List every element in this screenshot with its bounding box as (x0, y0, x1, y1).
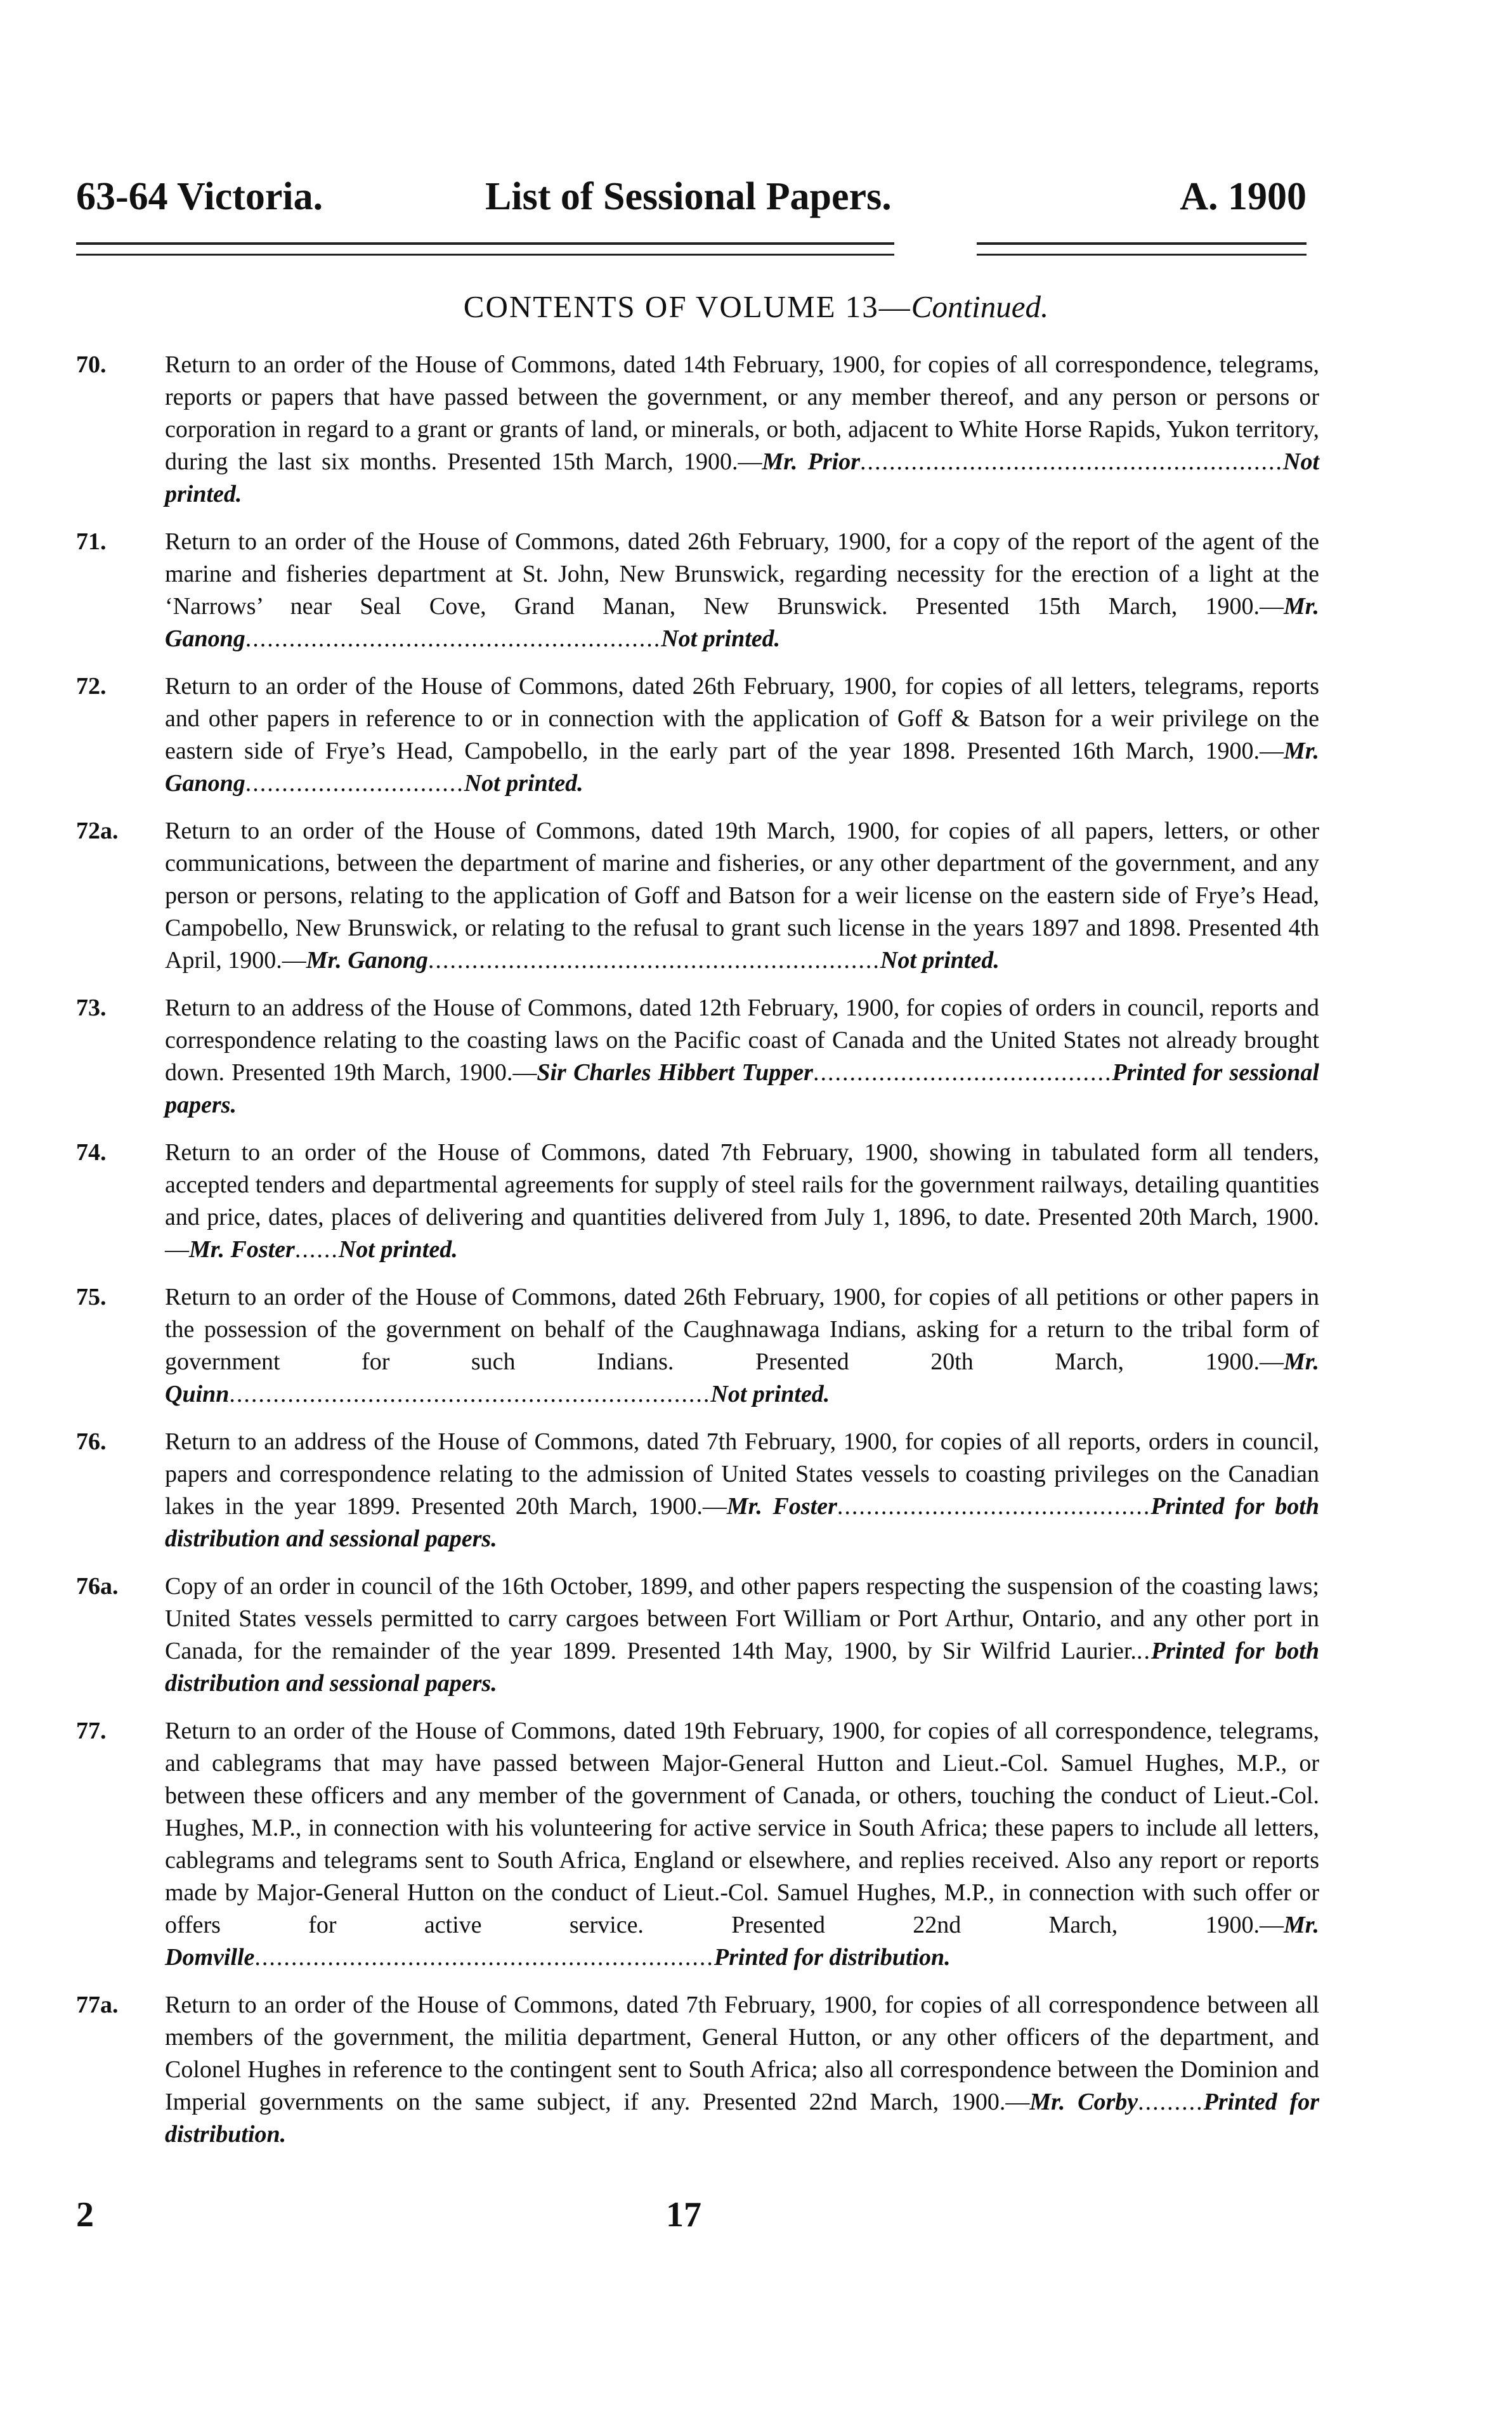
entry-print-status: Not printed. (710, 1381, 830, 1407)
entry-presenter: Mr. Foster (726, 1493, 837, 1520)
entry-number: 77. (76, 1718, 107, 1744)
entry-presenter: Mr. Domville (165, 1912, 1319, 1971)
volume-title-suffix: Continued. (911, 289, 1049, 324)
footer-signature: 2 (76, 2195, 94, 2235)
rule-line (977, 242, 1307, 245)
entries-list (76, 349, 1319, 2166)
header-title: List of Sessional Papers. (485, 175, 892, 218)
dot-leader: ...... (294, 1236, 339, 1263)
entry-number: 76a. (76, 1573, 119, 1600)
entry-print-status: Printed for distribution. (714, 1944, 951, 1971)
rule-line (76, 254, 894, 256)
entry-presenter: Sir Charles Hibbert Tupper (537, 1059, 813, 1086)
entry-description (165, 1281, 1319, 1411)
entry-presenter: Mr. Prior (762, 448, 861, 475)
entry-body-text: Return to an order of the House of Commons, dated 19th February, 1900, for copies of all correspondence, telegrams, and cablegrams that may have passed between Major-General Hutton and Lieut.-Col. Samuel Hughes, M.P., or between these officers and any member of the government of Canada, or others, touching the conduct of Lieut.-Col. Hughes, M.P., in connection with his volunteering for active service in South Africa; these papers to include all letters, cablegrams and telegrams sent to South Africa, England or elsewhere, and replies received. Also any report or reports made by Major-General Hutton on the conduct of Lieut.-Col. Samuel Hughes, M.P., in connection with such offer or offers for active service. Presented 22nd March, 1900.— (165, 1718, 1319, 1938)
sessional-paper-entry (76, 815, 1319, 977)
entry-print-status: Not printed. (338, 1236, 458, 1263)
entry-number: 72a. (76, 818, 119, 844)
entry-print-status: Not printed. (880, 947, 1000, 974)
entry-body-text: Return to an address of the House of Commons, dated 12th February, 1900, for copies of orders in council, reports and correspondence relating to the coasting laws on the Pacific coast of Canada and the United States not already brought down. Presented 19th March, 1900.— (165, 995, 1319, 1086)
sessional-paper-entry (76, 1989, 1319, 2151)
entry-description (165, 815, 1319, 977)
sessional-paper-entry (76, 1570, 1319, 1700)
entry-number: 70. (76, 351, 107, 378)
volume-title-main: CONTENTS OF VOLUME 13— (463, 289, 911, 324)
sessional-paper-entry (76, 1426, 1319, 1555)
dot-leader: ........................................... (837, 1493, 1151, 1520)
entry-body-text: Return to an order of the House of Commons, dated 19th March, 1900, for copies of all papers, letters, or other communications, between the department of marine and fisheries, or any other department of the government, and any person or persons, relating to the application of Goff and Batson for a weir license on the eastern side of Frye’s Head, Campobello, New Brunswick, or relating to the refusal to grant such license in the years 1897 and 1898. Presented 4th April, 1900.— (165, 818, 1319, 974)
sessional-paper-entry (76, 349, 1319, 511)
sessional-paper-entry (76, 670, 1319, 800)
volume-title (0, 289, 1512, 325)
entry-presenter: Mr. Foster (189, 1236, 295, 1263)
entry-body-text: Return to an order of the House of Commons, dated 26th February, 1900, for copies of all letters, telegrams, reports and other papers in reference to or in connection with the application of Goff & Batson for a weir privilege on the eastern side of Frye’s Head, Campobello, in the early part of the year 1898. Presented 16th March, 1900.— (165, 673, 1319, 764)
entry-number: 75. (76, 1284, 107, 1310)
entry-print-status: Printed for sessional papers. (165, 1059, 1319, 1118)
entry-body-text: Return to an order of the House of Commons, dated 7th February, 1900, for copies of all correspondence between all members of the government, the militia department, General Hutton, or any other officers of the department, and Colonel Hughes in reference to the contingent sent to South Africa; also all correspondence between the Dominion and Imperial governments on the same subject, if any. Presented 22nd March, 1900.— (165, 1992, 1319, 2115)
entry-description (165, 670, 1319, 800)
entry-presenter: Mr. Ganong (165, 593, 1319, 652)
entry-body-text: Return to an order of the House of Commons, dated 14th February, 1900, for copies of all correspondence, telegrams, reports or papers that have passed between the government, or any member thereof, and any person or persons or corporation in regard to a grant or grants of land, or minerals, or both, adjacent to White Horse Rapids, Yukon territory, during the last six months. Presented 15th March, 1900.— (165, 351, 1319, 475)
entry-description (165, 1426, 1319, 1555)
entry-number: 72. (76, 673, 107, 700)
sessional-paper-entry (76, 526, 1319, 655)
dot-leader: ............................................................... (254, 1944, 714, 1971)
entry-description (165, 349, 1319, 511)
entry-print-status: Printed for distribution. (165, 2089, 1319, 2148)
entry-presenter: Mr. Corby (1029, 2089, 1138, 2115)
dot-leader: .. (1136, 1638, 1151, 1664)
sessional-paper-entry (76, 1137, 1319, 1266)
entry-description (165, 992, 1319, 1121)
entry-presenter: Mr. Quinn (165, 1348, 1319, 1407)
entry-body-text: Copy of an order in council of the 16th October, 1899, and other papers respecting the suspension of the coasting laws; United States vessels permitted to carry cargoes between Fort William or Port Arthur, Ontario, and any other port in Canada, for the remainder of the year 1899. Presented 14th May, 1900, by Sir Wilfrid Laurier. (165, 1573, 1319, 1664)
rule-line (977, 254, 1307, 256)
entry-description (165, 1715, 1319, 1974)
entry-print-status: Not printed. (165, 448, 1320, 507)
header-double-rule (76, 242, 1307, 274)
entry-number: 71. (76, 528, 107, 555)
entry-number: 73. (76, 995, 107, 1021)
entry-print-status: Not printed. (464, 770, 583, 797)
dot-leader: .............................. (245, 770, 464, 797)
entry-print-status: Printed for both distribution and sessional papers. (165, 1493, 1320, 1552)
entry-body-text: Return to an order of the House of Commons, dated 7th February, 1900, showing in tabulated form all tenders, accepted tenders and departmental agreements for supply of steel rails for the government railways, detailing quantities and price, dates, places of delivering and quantities delivered from July 1, 1896, to date. Presented 20th March, 1900.— (165, 1139, 1319, 1263)
entry-number: 77a. (76, 1992, 119, 2018)
entry-presenter: Mr. Ganong (306, 947, 428, 974)
entry-description (165, 1989, 1319, 2151)
header-year: A. 1900 (1180, 175, 1307, 218)
entry-number: 74. (76, 1139, 107, 1166)
entry-print-status: Not printed. (661, 625, 781, 652)
header-session: 63-64 Victoria. (76, 175, 323, 218)
dot-leader: .................................................................. (229, 1381, 711, 1407)
entry-description (165, 1570, 1319, 1700)
entry-presenter: Mr. Ganong (165, 738, 1319, 797)
entry-print-status: Printed for both distribution and sessional papers. (165, 1638, 1319, 1697)
page-number: 17 (666, 2195, 701, 2235)
entry-body-text: Return to an order of the House of Commons, dated 26th February, 1900, for copies of all petitions or other papers in the possession of the government on behalf of the Caughnawaga Indians, asking for a return to the tribal form of government for such Indians. Presented 20th March, 1900.— (165, 1284, 1319, 1375)
entry-number: 76. (76, 1428, 107, 1455)
dot-leader: ......................................... (812, 1059, 1112, 1086)
entry-description (165, 526, 1319, 655)
dot-leader: .......................................................... (860, 448, 1284, 475)
entry-description (165, 1137, 1319, 1266)
dot-leader: .............................................................. (427, 947, 880, 974)
dot-leader: ......... (1138, 2089, 1204, 2115)
page-footer (76, 2195, 1319, 2245)
sessional-paper-entry (76, 1281, 1319, 1411)
rule-line (76, 242, 894, 245)
dot-leader: ......................................................... (245, 625, 662, 652)
entry-body-text: Return to an address of the House of Commons, dated 7th February, 1900, for copies of all reports, orders in council, papers and correspondence relating to the admission of United States vessels to coasting privileges on the Canadian lakes in the year 1899. Presented 20th March, 1900.— (165, 1428, 1319, 1520)
page-header (76, 162, 1307, 219)
sessional-paper-entry (76, 992, 1319, 1121)
sessional-paper-entry (76, 1715, 1319, 1974)
entry-body-text: Return to an order of the House of Commons, dated 26th February, 1900, for a copy of the report of the agent of the marine and fisheries department at St. John, New Brunswick, regarding necessity for the erection of a light at the ‘Narrows’ near Seal Cove, Grand Manan, New Brunswick. Presented 15th March, 1900.— (165, 528, 1319, 620)
